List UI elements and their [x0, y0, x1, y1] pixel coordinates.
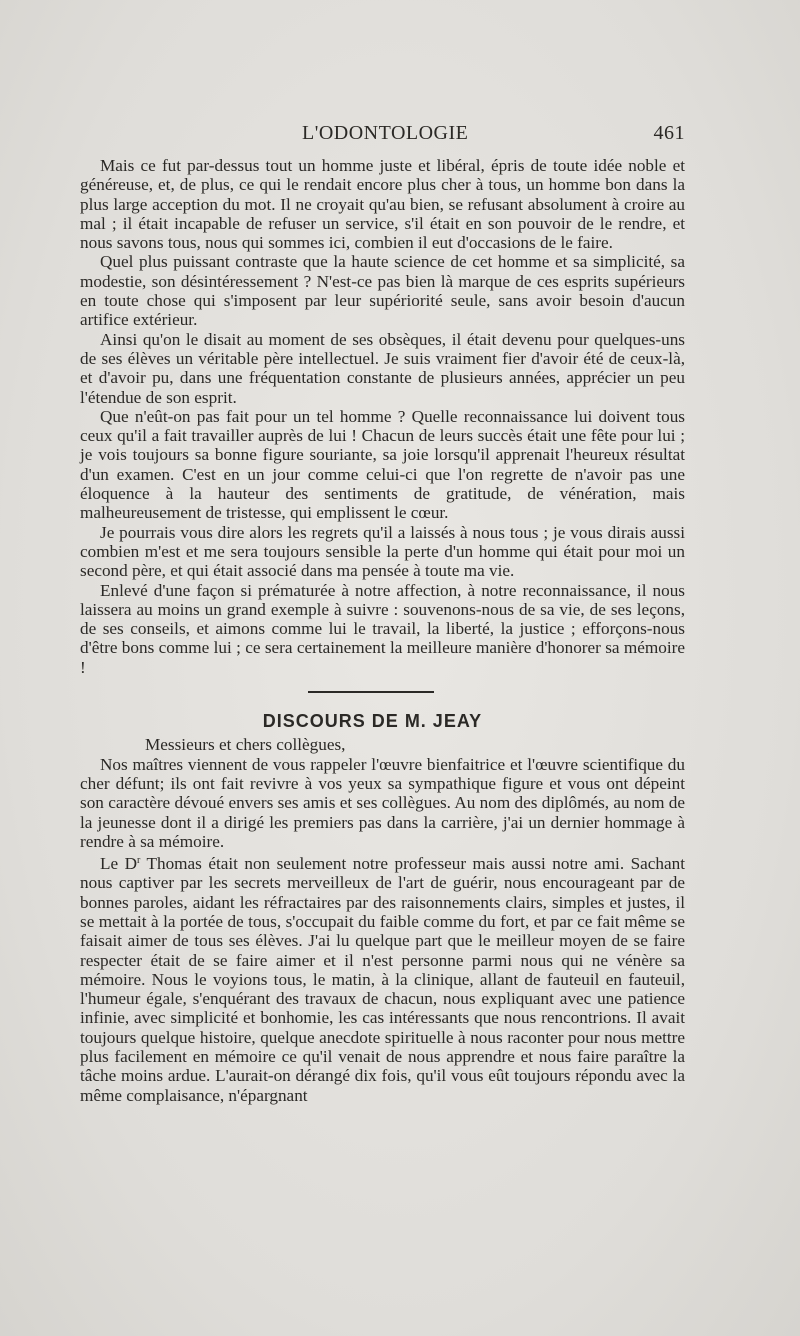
page-number: 461	[653, 122, 685, 144]
superscript: r	[137, 855, 141, 867]
paragraph	[80, 851, 685, 1105]
running-header	[80, 122, 685, 152]
section-divider	[308, 691, 434, 693]
body-text	[80, 156, 685, 1105]
section-heading: DISCOURS DE M. JEAY	[262, 711, 483, 732]
running-title: L'ODONTOLOGIE	[302, 122, 469, 144]
paragraph: Quel plus puissant contraste que la haute science de cet homme et sa simplicité, sa modestie, son désintéressement ? N'est-ce pas bien là marque de ces esprits supérieurs en toute chose qui s'imposent par leur supériorité seule, sans avoir besoin d'aucun artifice extérieur.	[80, 252, 685, 330]
paragraph: Ainsi qu'on le disait au moment de ses obsèques, il était devenu pour quelques-uns de ses élèves un véritable père intellectuel. Je suis vraiment fier d'avoir été de ceux-là, et d'avoir pu, dans une fréquentation constante de plusieurs années, apprécier un peu l'étendue de son esprit.	[80, 329, 685, 407]
salutation: Messieurs et chers collègues,	[145, 735, 346, 755]
paragraph: Je pourrais vous dire alors les regrets qu'il a laissés à nous tous ; je vous dirais aussi combien m'est et me sera toujours sensible la perte d'un homme qui était pour moi un second père, et qui était associé dans ma pensée à toute ma vie.	[80, 522, 685, 581]
paragraph: Mais ce fut par-dessus tout un homme juste et libéral, épris de toute idée noble et généreuse, et, de plus, ce qui le rendait encore plus cher à tous, un homme bon dans la plus large acception du mot. Il ne croyait qu'au bien, se refusant absolument à croire au mal ; il était incapable de refuser un service, s'il était en son pouvoir de le rendre, et nous savons tous, nous qui sommes ici, combien il eut d'occasions de le faire.	[80, 156, 685, 253]
paragraph: Que n'eût-on pas fait pour un tel homme ? Quelle reconnaissance lui doivent tous ceux qu'il a fait travailler auprès de lui ! Chacun de leurs succès était une fête pour lui ; je vois toujours sa bonne figure souriante, sa joie lorsqu'il apprenait l'heureux résultat d'un examen. C'est en un jour comme celui-ci que l'on regrette de n'avoir pas une éloquence à la hauteur des sentiments de gratitude, de vénération, mais malheureusement de tristesse, qui emplissent le cœur.	[80, 406, 685, 523]
title-prefix: Le D	[100, 854, 137, 874]
paragraph: Nos maîtres viennent de vous rappeler l'œuvre bienfaitrice et l'œuvre scientifique du cher défunt; ils ont fait revivre à vos yeux sa sympathique figure et vous ont dépeint son caractère dévoué envers ses amis et ses collègues. Au nom des diplômés, au nom de la jeunesse dont il a dirigé les premiers pas dans la carrière, j'ai un dernier hommage à rendre à sa mémoire.	[80, 754, 685, 851]
paragraph-text: Thomas était non seulement notre professeur mais aussi notre ami. Sachant nous captiver par les secrets merveilleux de l'art de guérir, nous encourageant par de bonnes paroles, aidant les réfractaires par des raisonnements clairs, simples et justes, il se mettait à la portée de tous, s'occupait du faible comme du fort, et par ce fait même se faisait aimer de tous ses élèves. J'ai lu quelque part que le meilleur moyen de se faire respecter était de se faire aimer et il n'est personne parmi nous qui ne vénère sa mémoire. Nous le voyions tous, le matin, à la clinique, allant de fauteuil en fauteuil, l'humeur égale, s'enquérant des travaux de chacun, nous expliquant avec une patience infinie, avec simplicité et bonhomie, les cas intéressants que nous rencontrions. Il avait toujours quelque histoire, quelque anecdote spirituelle à nous raconter pour nous mettre plus facilement en mémoire ce qu'il venait de nous apprendre et nous faire paraître la tâche moins ardue. L'aurait-on dérangé dix fois, qu'il vous eût toujours répondu avec la même complaisance, n'épargnant	[80, 854, 685, 1105]
paragraph: Enlevé d'une façon si prématurée à notre affection, à notre reconnaissance, il nous laissera au moins un grand exemple à suivre : souvenons-nous de sa vie, de ses leçons, de ses conseils, et aimons comme lui le travail, la liberté, la justice ; efforçons-nous d'être bons comme lui ; ce sera certainement la meilleure manière d'honorer sa mémoire !	[80, 580, 685, 677]
